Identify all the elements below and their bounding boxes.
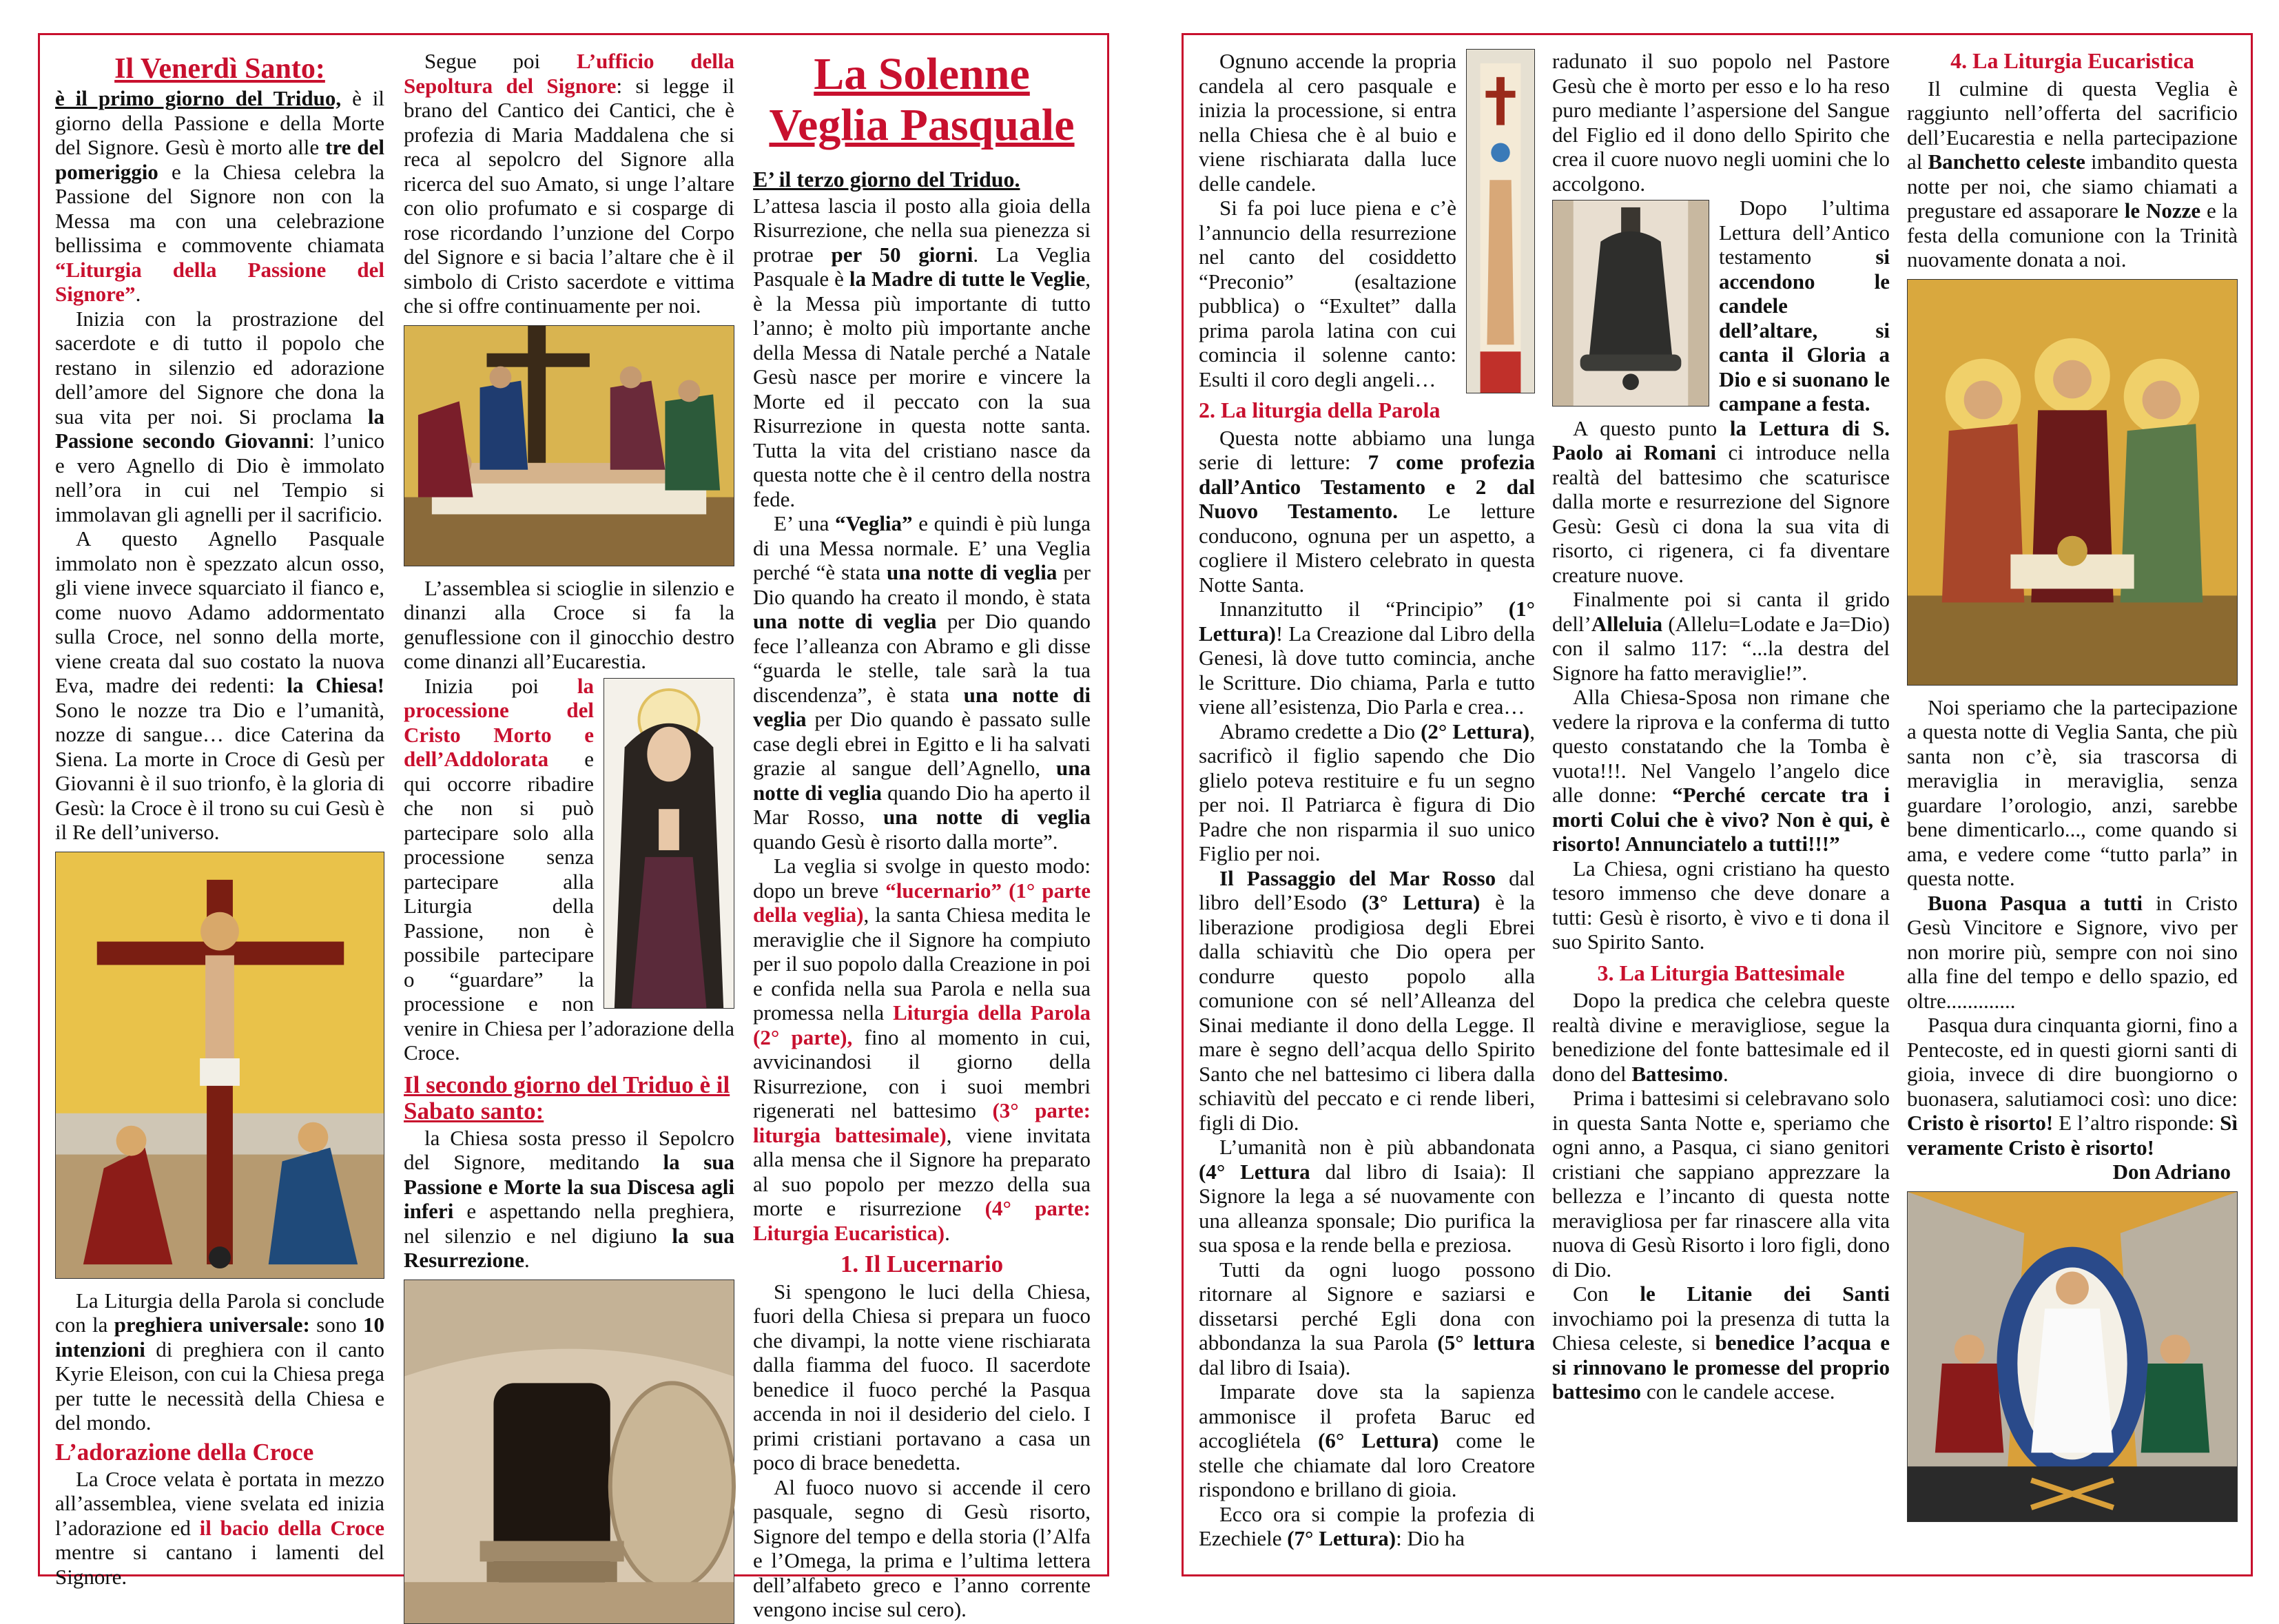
paragraph: è il primo giorno del Triduo, è il giorno della Passione e della Morte del Signore. Gesù è morto alle tre del pomeriggio e la Chiesa celebra la Passione del Signore non con la Messa ma con una celebrazione bellissima e commovente chiamata “Liturgia della Passione del Signore”. (55, 86, 384, 306)
paragraph: Con le Litanie dei Santi invochiamo poi la presenza di tutta la Chiesa celeste, si benedice l’acqua e si rinnovano le promesse del proprio battesimo con le candele accese. (1552, 1282, 1890, 1404)
resurrection-icon-image (1907, 1191, 2238, 1522)
paragraph: Prima i battesimi si celebravano solo in questa Santa Notte e, speriamo che ogni anno, a Pasqua, ci siano genitori cristiani che sappiano apprezzare la bellezza e l’incanto di questa notte meravigliosa per far rinascere alla vita nuova di Gesù Risorto i loro figli, dono di Dio. (1552, 1086, 1890, 1282)
paragraph: la Chiesa sosta presso il Sepolcro del Signore, meditando la sua Passione e Morte la sua Discesa agli inferi e aspettando nella preghiera, nel silenzio e nel digiuno la sua Resurrezione. (404, 1125, 735, 1272)
paragraph: L’assemblea si scioglie in silenzio e dinanzi alla Croce si fa la genuflessione con il ginocchio destro come dinanzi all’Eucarestia. (404, 575, 734, 673)
paragraph: A questo Agnello Pasquale immolato non è spezzato alcun osso, gli viene invece squarciato il fianco e, come nuovo Adamo addormentato sulla Croce, nel sonno della morte, viene creata dal suo costato la nuova Eva, madre dei redenti: la Chiesa! Sono le nozze tra Dio e l’umanità, nozze di sangue… dice Caterina da Siena. La morte in Croce di Gesù per Giovanni è il suo trionfo, è la gloria di Gesù: la Croce è il trono su cui Gesù è il Re dell’universo. (55, 526, 384, 844)
paragraph: Ognuno accende la propria candela al cero pasquale e inizia la processione, si entra nella Chiesa che è al buio e viene rischiarata dalla luce delle candele. (1199, 49, 1456, 196)
paragraph: Questa notte abbiamo una lunga serie di letture: 7 come profezia dall’Antico Testamento e 2 dal Nuovo Testamento. Le letture conducono, ognuna per un aspetto, a cogliere il Mistero celebrato in questa Notte Santa. (1199, 425, 1535, 597)
paragraph: L’umanità non è più abbandonata (4° Lettura dal libro di Isaia): Il Signore la lega a sé nuovamente con una alleanza sponsale; Dio purifica la sua sposa e la rende bella e preziosa. (1199, 1135, 1535, 1257)
signature: Don Adriano (2112, 1160, 2231, 1184)
left-column-2 (404, 49, 734, 1565)
paragraph: Alla Chiesa-Sposa non rimane che vedere la riprova e la conferma di tutto questo constatando che la Tomba è vuota!!!. Nel Vangelo l’angelo dice alle donne: “Perché cercate tra i morti Colui che è vivo? Non è qui, è risorto! Annunciatelo a tutti!!!” (1552, 685, 1890, 856)
paragraph: La Liturgia della Parola si conclude con la preghiera universale: sono 10 intenzioni di preghiera con il canto Kyrie Eleison, con cui la Chiesa prega per tutte le necessità della Chiesa e del mondo. (55, 1288, 384, 1435)
paragraph: Abramo credette a Dio (2° Lettura), sacrificò il figlio sapendo che Dio glielo poteva restituire e fu un segno per noi. Il Patriarca è figura di Dio Padre che non risparmia il suo unico Figlio per noi. (1199, 719, 1535, 865)
bell-image (1552, 200, 1709, 407)
heading-lucernario: 1. Il Lucernario (840, 1251, 1004, 1277)
paragraph: Inizia con la prostrazione del sacerdote e di tutto il popolo che restano in silenzio ed adorazione dell’amore del Signore che dona la sua vita per noi. Si proclama la Passione secondo Giovanni: l’unico e vero Agnello di Dio è immolato nell’ora in cui nel Tempio si immolavan gli agnelli per il sacrificio. (55, 306, 385, 526)
right-column-3 (1907, 49, 2238, 1565)
paragraph: Noi speriamo che la partecipazione a questa notte di Veglia Santa, che più santa non c’è, sia trascorsa di meraviglia in meraviglia, senza guardare l’orologio, anzi, sarebbe bene dimenticarlo..., come quando si ama, e vedere come “tutto parla” in questa notte. (1907, 695, 2238, 890)
paragraph: Dopo la predica che celebra queste realtà divine e meravigliose, segue la benedizione del fonte battesimale ed il dono del Battesimo. (1552, 988, 1890, 1086)
heading-liturgia-battesimale: 3. La Liturgia Battesimale (1597, 960, 1845, 985)
paragraph: Innanzitutto il “Principio” (1° Lettura)! La Creazione dal Libro della Genesi, là dove tutto comincia, anche le Scritture. Dio chiama, Parla e tutto viene all’esistenza, Dio Parla e crea… (1199, 597, 1535, 719)
paragraph: Imparate dove sta la sapienza ammonisce il profeta Baruc ed accogliételа (6° Lettura) come le stelle che chiamate dal loro Creatore rispondono e brillano di gioia. (1199, 1379, 1535, 1501)
paragraph: Pasqua dura cinquanta giorni, fino a Pentecoste, ed in questi giorni santi di gioia, invece di dire buongiorno o buonasera, salutiamoci così: uno dice: Cristo è risorto! E l’altro risponde: Sì veramente Cristo è risorto! (1907, 1013, 2238, 1160)
paragraph: La Croce velata è portata in mezzo all’assemblea, viene svelata ed inizia l’adorazione ed il bacio della Croce mentre si cantano i lamenti del Signore. (55, 1466, 385, 1589)
crucifixion-icon-image (55, 852, 384, 1279)
paragraph: Dopo l’ultima Lettura dell’Antico testamento si accendono le candele dell’altare, si canta il Gloria a Dio e si suonano le campane a festa. (1719, 196, 1890, 415)
paragraph: Il Passaggio del Mar Rosso dal libro dell’Esodo (3° Lettura) è la liberazione prodigiosa degli Ebrei dalla schiavitù che Dio opera per condurre questo popolo alla comunione con sé nell’Alleanza del Sinai mediante il dono della Legge. Il mare è segno dell’acqua dello Spirito Santo che nel battesimo ci libera dalla schiavitù del peccato e ci rende liberi, figli di Dio. (1199, 865, 1535, 1135)
paragraph: Al fuoco nuovo si accende il cero pasquale, segno di Gesù risorto, Signore del tempo e della storia (l’Alfa e l’Omega, la prima e l’ultima lettera dell’alfabeto greco e l’anno corrente vengono incise sul cero). (753, 1474, 1091, 1621)
right-column-2 (1552, 49, 1890, 1565)
paragraph: Tutti da ogni luogo possono ritornare al Signore e saziarsi e dissetarsi perché Egli dona con abbondanza la sua Parola (5° lettura dal libro di Isaia). (1199, 1257, 1535, 1379)
paragraph: Segue poi L’ufficio della Sepoltura del Signore: si legge il brano del Cantico dei Cantici, che è profezia di Maria Maddalena che si reca al sepolcro del Signore alla ricerca del suo Amato, si unge l’altare con olio profumato e si cosparge di rose ricordando l’unzione del Corpo del Signore e si bacia l’altare che è il simbolo di Cristo sacerdote e vittima che si offre continuamente per noi. (404, 49, 734, 318)
paragraph: Inizia poi la processione del Cristo Morto e dell’Addolorata e qui occorre ribadire che non si può partecipare solo alla processione senza partecipare alla Liturgia della Passione, non è possibile partecipare o “guardare” la processione e non venire in Chiesa per l’adorazione della Croce. (404, 673, 734, 1065)
paragraph: E’ una “Veglia” e quindi è più lunga di una Messa normale. E’ una Veglia perché “è stata una notte di veglia per Dio quando ha creato il mondo, è stata una notte di veglia per Dio quando fece l’alleanza con Abramo e gli disse “guarda le stelle, tale sarà la tua discendenza”, è stata una notte di veglia per Dio quando è passato sulle case degli ebrei in Egitto e li ha salvati grazie al sangue dell’Agnello, una notte di veglia quando Dio ha aperto il Mar Rosso, una notte di veglia quando Gesù è risorto dalla morte”. (753, 511, 1091, 854)
paragraph: Ecco ora si compie la profezia di Ezechiele (7° Lettura): Dio ha (1199, 1501, 1535, 1550)
paragraph: radunato il suo popolo nel Pastore Gesù che è morto per esso e lo ha reso puro mediante l’aspersione del Sangue del Figlio ed il dono dello Spirito che crea il cuore nuovo negli uomini che lo accolgono. (1552, 49, 1890, 196)
left-column-3 (753, 49, 1091, 1621)
paschal-candle-image (1466, 49, 1535, 393)
paragraph: Finalmente poi si canta il grido dell’Alleluia (Allelu=Lodate e Ja=Dio) con il salmo 117: “...la destra del Signore ha fatto meraviglie!”. (1552, 587, 1890, 685)
paragraph: Buona Pasqua a tutti in Cristo Gesù Vincitore e Signore, vivo per non morire più, sempre con noi sino alla fine del tempo e dello spazio, ed oltre............. (1907, 890, 2238, 1013)
paragraph: Il culmine di questa Veglia è raggiunto nell’offerta del sacrificio dell’Eucarestia e nella partecipazione al Banchetto celeste imbandito questa notte per noi, che siamo chiamati a pregustare ed assaporare le Nozze e la festa della comunione con la Trinità nuovamente donata a noi. (1907, 76, 2238, 271)
left-page (38, 33, 1109, 1621)
paragraph: A questo punto la Lettura di S. Paolo ai Romani ci introduce nella realtà del battesimo che scaturisce dalla morte e resurrezione del Signore Gesù: Gesù ci dona la sua vita di risorto, ci rigenera, ci fa diventare creature nuove. (1552, 415, 1890, 587)
title-line-1: La Solenne (814, 49, 1030, 99)
right-column-1 (1199, 49, 1535, 1565)
paragraph: La Chiesa, ogni cristiano ha questo tesoro immenso che deve donare a tutti: Gesù è risorto, è vivo e ti dona il suo Spirito Santo. (1552, 856, 1890, 954)
paragraph: Si spengono le luci della Chiesa, fuori della Chiesa si prepara un fuoco che divampi, la notte viene rischiarata dalla fiamma del fuoco. Il sacerdote benedice il fuoco perché la Pasqua accenda in noi il desiderio del cielo. I primi cristiani portavano a casa un poco di brace benedetta. (753, 1279, 1091, 1474)
heading-terzo-giorno: E’ il terzo giorno del Triduo. (753, 167, 1020, 192)
heading-venerdi-santo: Il Venerdì Santo: (114, 53, 325, 85)
addolorata-image (604, 678, 734, 1009)
paragraph: L’attesa lascia il posto alla gioia della Risurrezione, che nella sua pienezza si protrae per 50 giorni. La Veglia Pasquale è la Madre di tutte le Veglie, è la Messa più importante di tutto l’anno; è molto più importante anche della Messa di Natale perché a Natale Gesù nasce per morire e vincere la Morte ed il peccato con la sua Risurrezione in questa notte santa. Tutta la vita del cristiano nasce da questa notte che è il centro della nostra fede. (753, 193, 1091, 511)
heading-liturgia-eucaristica: 4. La Liturgia Eucaristica (1950, 48, 2194, 73)
deposition-icon-image (404, 325, 734, 566)
title-line-2: Veglia Pasquale (769, 100, 1075, 150)
paragraph: Si fa poi luce piena e c’è l’annuncio della resurrezione nel canto del cosiddetto “Preconio” (esaltazione pubblica) o “Exultet” dalla prima parola latina con cui comincia il solenne canto: Esulti il coro degli angeli… (1199, 196, 1456, 391)
main-title (753, 49, 1091, 151)
heading-adorazione-croce: L’adorazione della Croce (55, 1438, 314, 1466)
left-column-1 (55, 49, 385, 1589)
heading-liturgia-parola: 2. La liturgia della Parola (1199, 398, 1441, 422)
empty-tomb-image (404, 1279, 734, 1624)
trinity-icon-image (1907, 279, 2238, 686)
paragraph: La veglia si svolge in questo modo: dopo un breve “lucernario” (1° parte della veglia), la santa Chiesa medita le meraviglie che il Signore ha compiuto per il suo popolo dalla Creazione in poi e confida nella sua Parola e nella sua promessa nella Liturgia della Parola (2° parte), fino al momento in cui, avvicinandosi il giorno della Risurrezione, con i suoi membri rigenerati nel battesimo (3° parte: liturgia battesimale), viene invitata alla mensa che il Signore ha preparato al suo popolo per mezzo della sua morte e risurrezione (4° parte: Liturgia Eucaristica). (753, 854, 1091, 1245)
right-page (1182, 33, 2253, 1576)
heading-secondo-giorno: Il secondo giorno del Triduo è il Sabato santo: (404, 1071, 730, 1124)
